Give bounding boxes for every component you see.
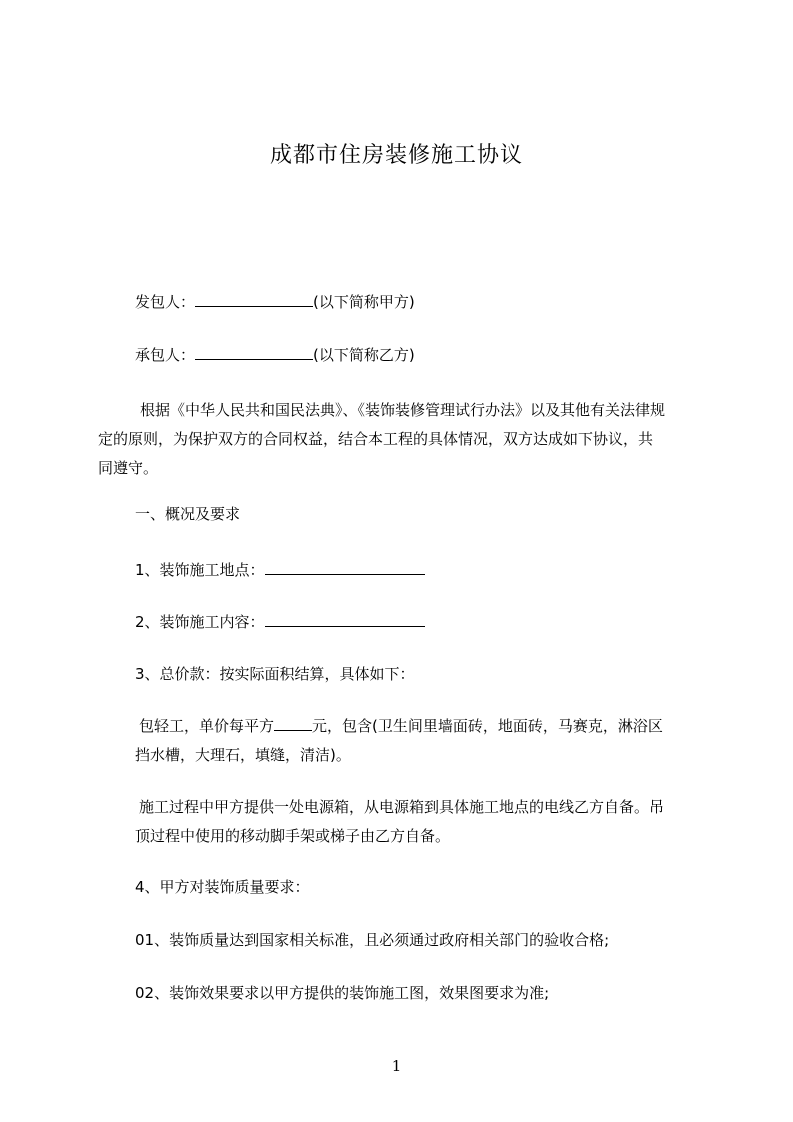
party-a-label: 发包人： (135, 293, 196, 311)
package-suffix: 元，包含(卫生间里墙面砖，地面砖，马赛克，淋浴区 (312, 717, 663, 735)
item-1-line (135, 559, 425, 580)
party-a-line (135, 291, 415, 312)
party-b-blank[interactable] (195, 344, 313, 360)
item-2-line (135, 611, 425, 632)
requirement-02: 02、装饰效果要求以甲方提供的装饰施工图，效果图要求为准; (135, 984, 550, 1002)
construction-content-blank[interactable] (265, 611, 425, 627)
item-2-label: 2、装饰施工内容： (135, 613, 265, 631)
supply-line-2: 顶过程中使用的移动脚手架或梯子由乙方自备。 (135, 827, 451, 845)
supply-paragraph (135, 793, 707, 851)
party-a-suffix: (以下简称甲方) (313, 293, 415, 311)
unit-price-blank[interactable] (274, 715, 312, 731)
party-b-line (135, 344, 415, 365)
package-paragraph (135, 712, 707, 770)
document-title: 成都市住房装修施工协议 (269, 143, 523, 168)
item-4-line: 4、甲方对装饰质量要求： (135, 878, 310, 896)
page-number: 1 (391, 1057, 402, 1075)
party-a-blank[interactable] (195, 291, 313, 307)
preamble-paragraph (98, 396, 703, 483)
package-line-1 (139, 712, 707, 741)
construction-site-blank[interactable] (265, 559, 425, 575)
package-prefix: 包轻工，单价每平方 (139, 717, 275, 735)
item-3-line: 3、总价款：按实际面积结算，具体如下： (135, 665, 415, 683)
item-1-label: 1、装饰施工地点： (135, 561, 265, 579)
party-b-suffix: (以下简称乙方) (313, 346, 415, 364)
party-b-label: 承包人： (135, 346, 196, 364)
supply-line-1: 施工过程中甲方提供一处电源箱，从电源箱到具体施工地点的电线乙方自备。吊 (139, 798, 665, 816)
preamble-line-2: 定的原则，为保护双方的合同权益，结合本工程的具体情况，双方达成如下协议，共 (98, 430, 654, 448)
preamble-line-1: 根据《中华人民共和国民法典》、《装饰装修管理试行办法》以及其他有关法律规 (140, 401, 666, 419)
package-line-2: 挡水槽，大理石，填缝，清洁)。 (135, 746, 351, 764)
requirement-01: 01、装饰质量达到国家相关标准，且必须通过政府相关部门的验收合格; (135, 931, 610, 949)
preamble-line-3: 同遵守。 (98, 459, 159, 477)
section-1-heading: 一、概况及要求 (135, 505, 241, 523)
